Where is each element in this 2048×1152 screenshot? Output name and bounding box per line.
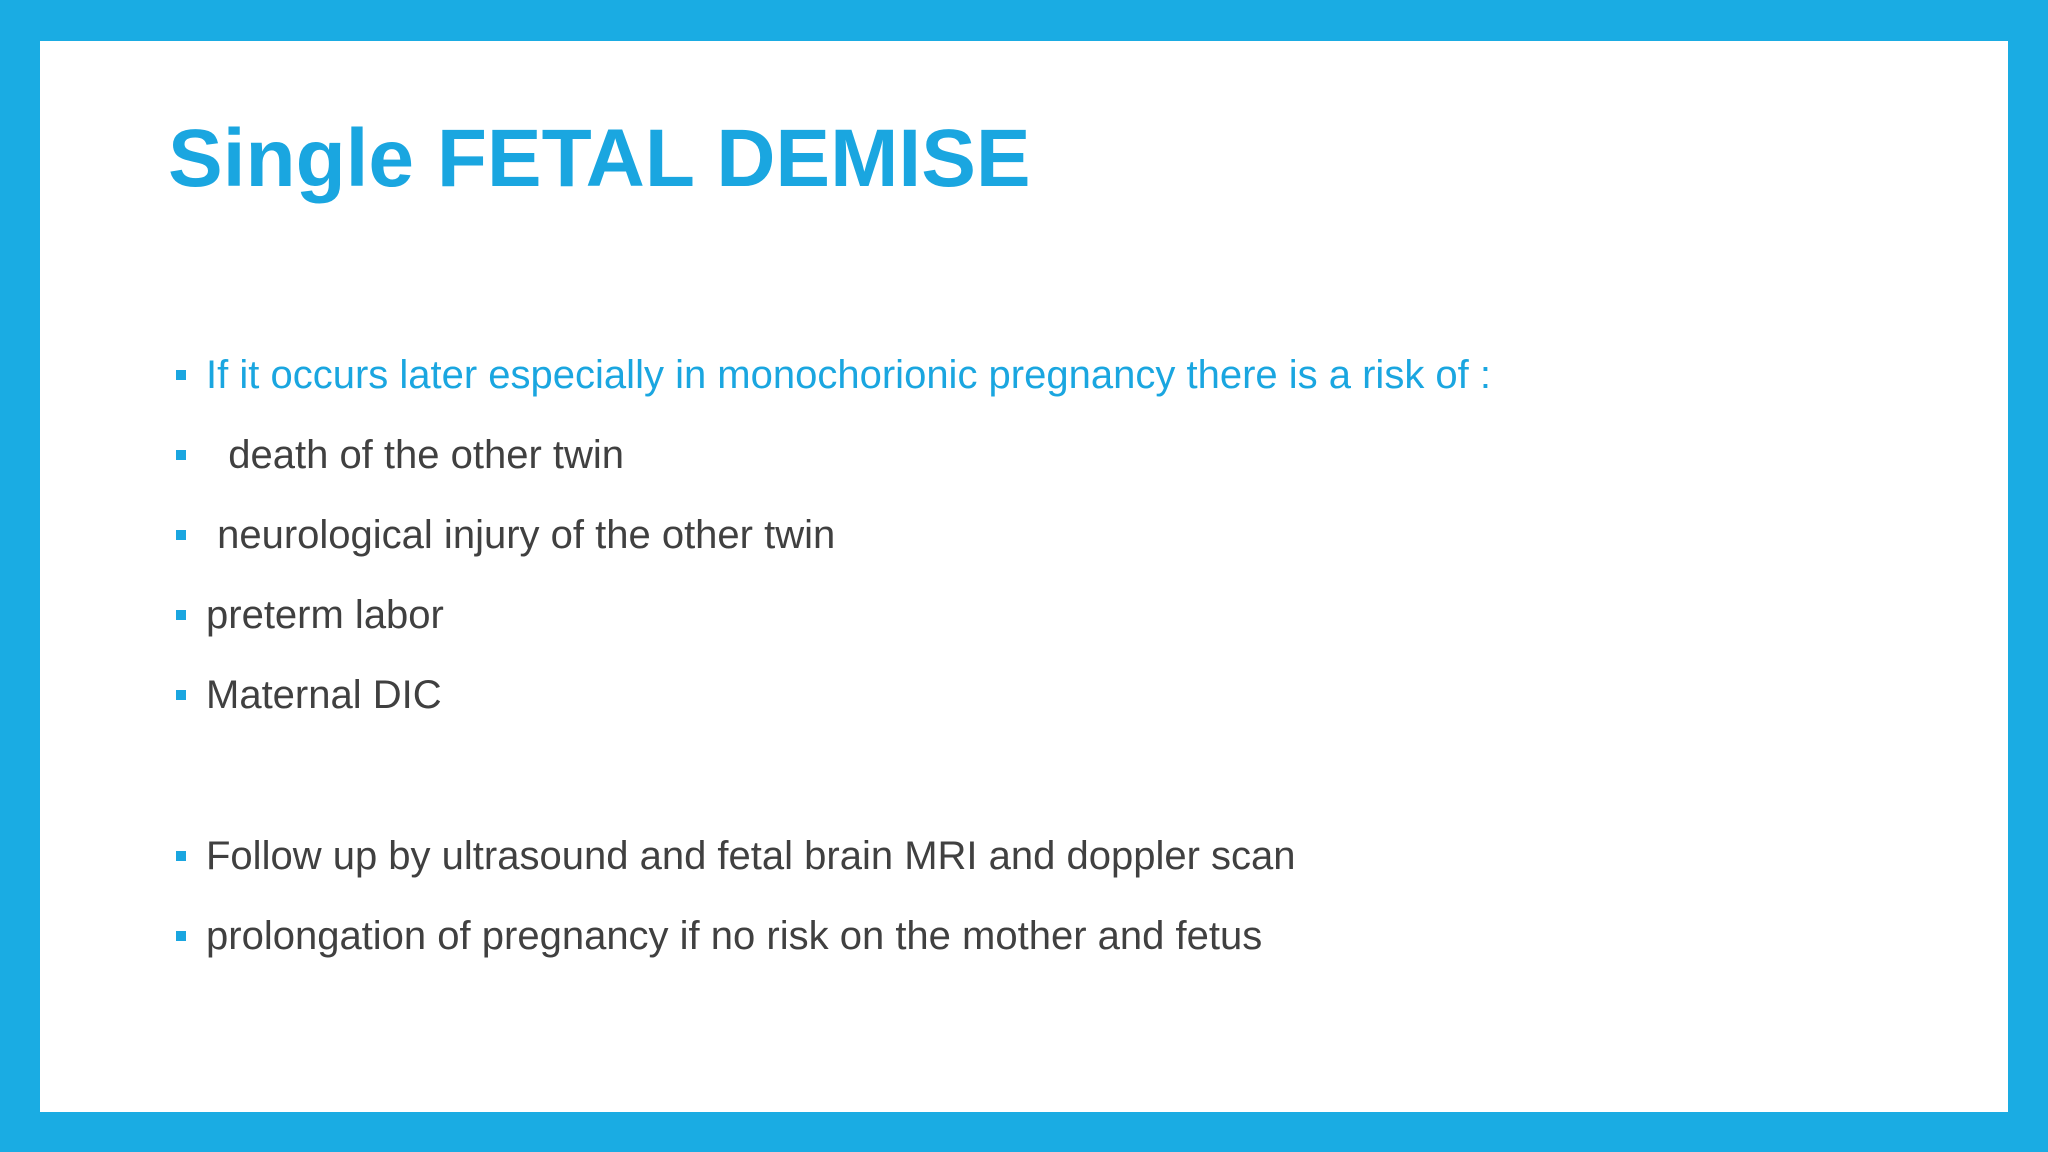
bullet-item [176,430,624,480]
bullet-item [176,590,444,640]
bullet-text: prolongation of pregnancy if no risk on the mother and fetus [206,914,1263,958]
bullet-item [176,350,1491,400]
bullet-text: neurological injury of the other twin [206,513,836,557]
square-bullet-icon [176,610,186,620]
square-bullet-icon [176,931,186,941]
bullet-text: preterm labor [206,593,444,637]
square-bullet-icon [176,851,186,861]
bullet-item [176,670,442,720]
bullet-text: If it occurs later especially in monochorionic pregnancy there is a risk of : [206,353,1492,397]
bullet-item [176,831,1296,881]
bullet-item [176,510,835,560]
square-bullet-icon [176,450,186,460]
bullet-text: Follow up by ultrasound and fetal brain MRI and doppler scan [206,834,1296,878]
square-bullet-icon [176,530,186,540]
bullet-text: death of the other twin [206,433,625,477]
square-bullet-icon [176,690,186,700]
bullet-text: Maternal DIC [206,673,442,717]
slide-title: Single FETAL DEMISE [168,113,1031,204]
square-bullet-icon [176,370,186,380]
bullet-item [176,911,1262,961]
